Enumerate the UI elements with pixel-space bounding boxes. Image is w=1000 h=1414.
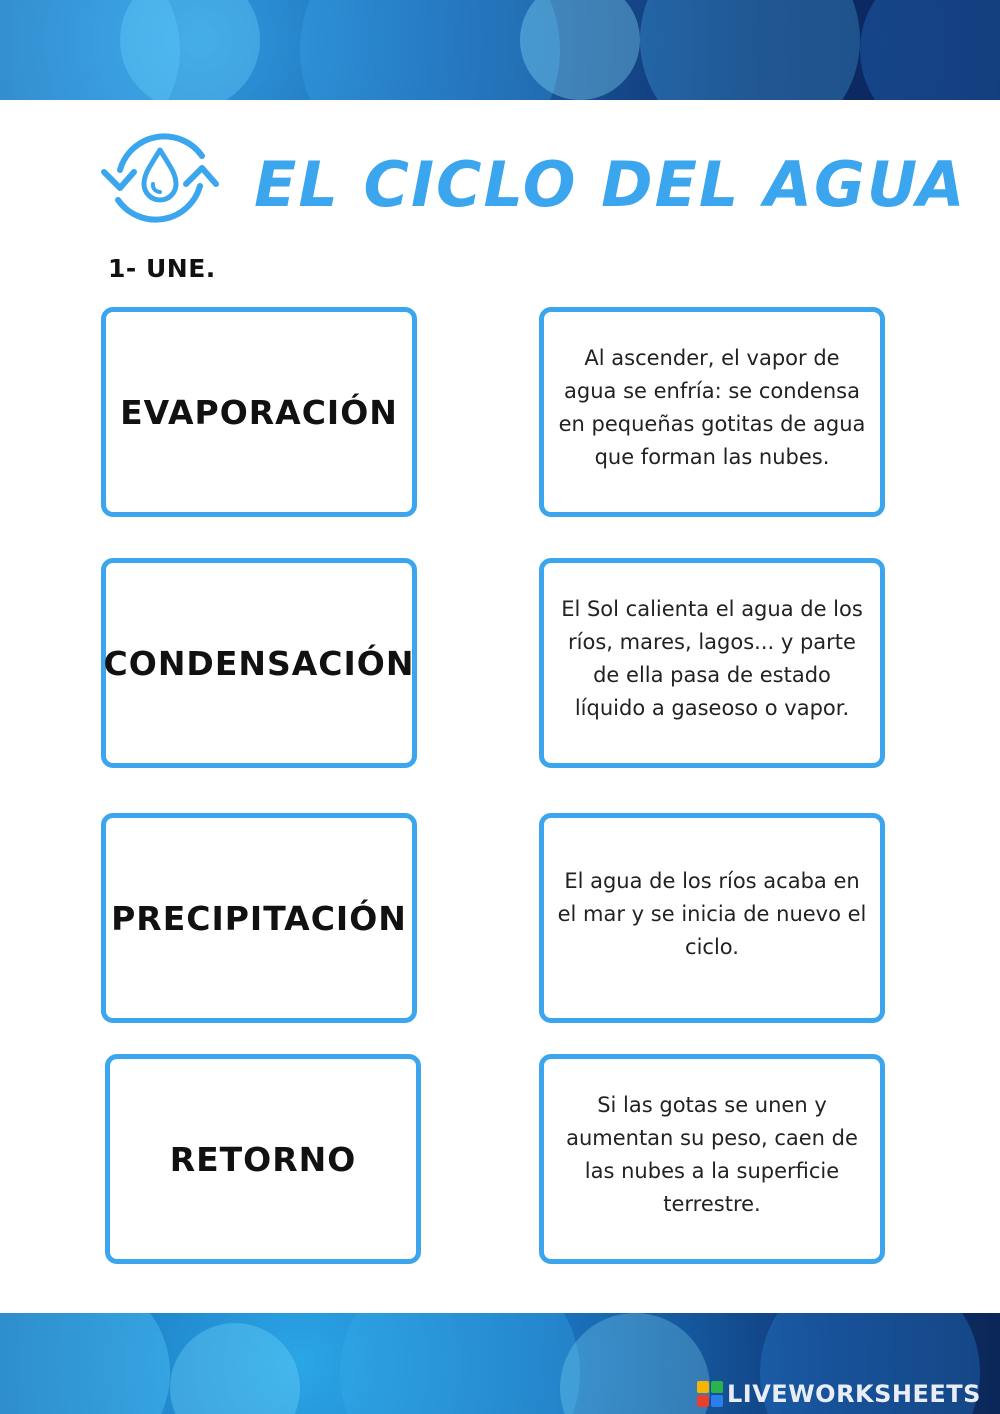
definition-card[interactable] xyxy=(539,558,885,768)
definition-card[interactable] xyxy=(539,307,885,517)
term-label: EVAPORACIÓN xyxy=(120,392,398,432)
definition-text: El Sol calienta el agua de los ríos, mares, lagos... y parte de ella pasa de estado líquido a gaseoso o vapor. xyxy=(561,597,863,720)
definition-card[interactable] xyxy=(539,1054,885,1264)
page-title: EL CICLO DEL AGUA xyxy=(254,148,967,221)
instruction-label: 1- UNE. xyxy=(108,254,216,283)
title-row xyxy=(98,126,967,236)
definition-card[interactable] xyxy=(539,813,885,1023)
term-card[interactable] xyxy=(101,558,417,768)
definition-text: El agua de los ríos acaba en el mar y se inicia de nuevo el ciclo. xyxy=(557,868,867,959)
term-label: CONDENSACIÓN xyxy=(103,643,415,683)
term-card[interactable] xyxy=(101,307,417,517)
definition-text: Al ascender, el vapor de agua se enfría: se condensa en pequeñas gotitas de agua que forman las nubes. xyxy=(558,346,866,469)
term-card[interactable] xyxy=(101,813,417,1023)
water-cycle-icon xyxy=(98,126,222,230)
header-decoration xyxy=(0,0,1000,100)
liveworksheets-watermark xyxy=(697,1380,981,1408)
term-card[interactable] xyxy=(105,1054,421,1264)
watermark-text: LIVEWORKSHEETS xyxy=(727,1380,981,1408)
definition-text: Si las gotas se unen y aumentan su peso, caen de las nubes a la superficie terrestre. xyxy=(566,1093,858,1216)
liveworksheets-logo-icon xyxy=(697,1381,723,1407)
term-label: RETORNO xyxy=(169,1139,357,1179)
term-label: PRECIPITACIÓN xyxy=(111,898,407,938)
